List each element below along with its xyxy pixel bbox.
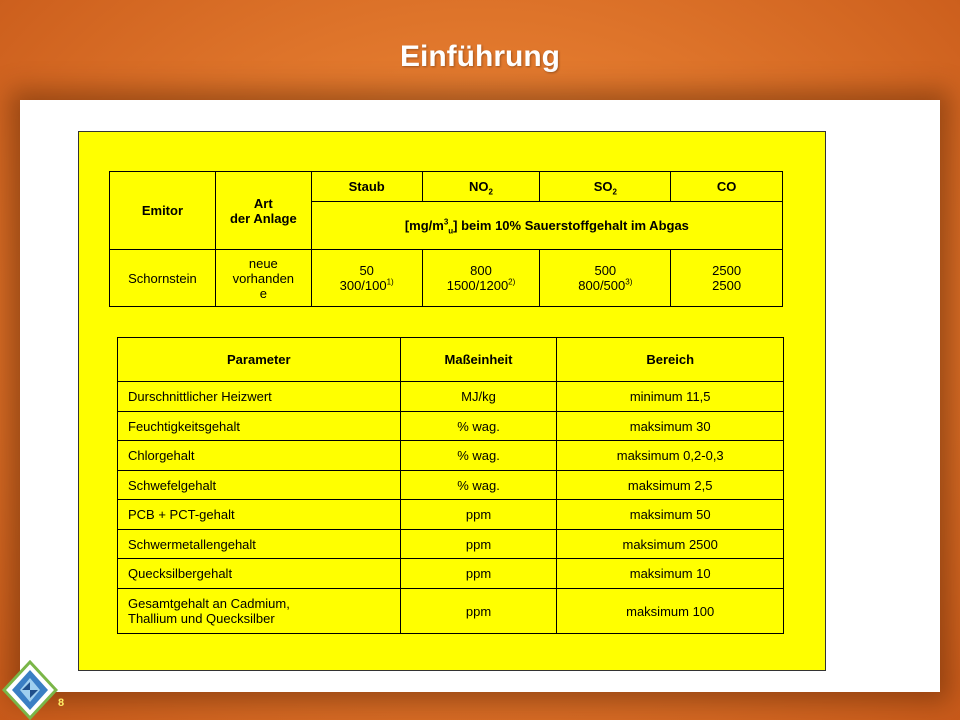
so2-footnote: 3) bbox=[625, 277, 633, 287]
parameter-cell: Quecksilbergehalt bbox=[118, 559, 401, 589]
range-cell: maksimum 10 bbox=[557, 559, 784, 589]
table-row bbox=[118, 500, 784, 530]
header-masseinheit: Maßeinheit bbox=[400, 338, 557, 382]
table-row bbox=[118, 441, 784, 471]
staub-footnote: 1) bbox=[386, 277, 394, 287]
so2-subscript: 2 bbox=[612, 187, 617, 197]
parameter-cell: Durschnittlicher Heizwert bbox=[118, 382, 401, 412]
no2-footnote: 2) bbox=[508, 277, 516, 287]
header-emitor: Emitor bbox=[110, 172, 216, 250]
art-line2: vorhanden bbox=[232, 270, 295, 286]
header-so2 bbox=[540, 172, 671, 202]
cell-no2 bbox=[422, 250, 540, 307]
parameter-cell: Schwermetallengehalt bbox=[118, 530, 401, 559]
range-cell: maksimum 2,5 bbox=[557, 471, 784, 500]
unit-cell: ppm bbox=[400, 559, 557, 589]
parameter-table bbox=[117, 337, 784, 634]
cell-co bbox=[671, 250, 783, 307]
unit-cell: % wag. bbox=[400, 412, 557, 441]
header-staub: Staub bbox=[311, 172, 422, 202]
header-no2 bbox=[422, 172, 540, 202]
unit-cell: ppm bbox=[400, 589, 557, 634]
staub-line1: 50 bbox=[359, 263, 374, 278]
unit-cell: ppm bbox=[400, 500, 557, 530]
range-cell: maksimum 0,2-0,3 bbox=[557, 441, 784, 471]
parameter-line2: Thallium und Quecksilber bbox=[128, 611, 275, 626]
cell-art bbox=[215, 250, 311, 307]
table-row bbox=[118, 382, 784, 412]
so2-line1: 500 bbox=[594, 263, 617, 278]
range-cell: maksimum 50 bbox=[557, 500, 784, 530]
co-line1: 2500 bbox=[712, 263, 742, 278]
header-art-line2: der Anlage bbox=[229, 210, 297, 226]
no2-line1: 800 bbox=[470, 263, 492, 278]
no2-line2: 1500/1200 bbox=[446, 278, 509, 293]
parameter-cell: Chlorgehalt bbox=[118, 441, 401, 471]
parameter-line1: Gesamtgehalt an Cadmium, bbox=[128, 596, 290, 611]
cell-staub bbox=[311, 250, 422, 307]
slide-title: Einführung bbox=[400, 40, 560, 73]
so2-line2: 800/500 bbox=[578, 278, 626, 293]
header-unit bbox=[311, 202, 782, 250]
co-line2: 2500 bbox=[712, 278, 742, 293]
table-row bbox=[118, 589, 784, 634]
header-art bbox=[215, 172, 311, 250]
unit-cell: % wag. bbox=[400, 441, 557, 471]
art-line3: e bbox=[259, 285, 267, 301]
table-row bbox=[118, 530, 784, 559]
unit-cell: % wag. bbox=[400, 471, 557, 500]
table-row bbox=[118, 559, 784, 589]
cell-so2 bbox=[540, 250, 671, 307]
art-line1: neue bbox=[248, 255, 278, 271]
table-row bbox=[118, 412, 784, 441]
unit-cell: ppm bbox=[400, 530, 557, 559]
header-bereich: Bereich bbox=[557, 338, 784, 382]
so2-label: SO bbox=[593, 179, 613, 194]
header-art-line1: Art bbox=[253, 195, 273, 211]
parameter-cell bbox=[118, 589, 401, 634]
header-co: CO bbox=[671, 172, 783, 202]
header-parameter: Parameter bbox=[118, 338, 401, 382]
page-number: 8 bbox=[58, 697, 65, 709]
unit-superscript: 3 bbox=[443, 217, 449, 227]
range-cell: minimum 11,5 bbox=[557, 382, 784, 412]
unit-subscript: u bbox=[448, 226, 454, 236]
range-cell: maksimum 100 bbox=[557, 589, 784, 634]
unit-suffix: ] beim 10% Sauerstoffgehalt im Abgas bbox=[453, 218, 689, 233]
diamond-logo-icon bbox=[0, 660, 58, 720]
table-row bbox=[118, 471, 784, 500]
unit-cell: MJ/kg bbox=[400, 382, 557, 412]
unit-prefix: [mg/m bbox=[404, 218, 444, 233]
parameter-cell: Schwefelgehalt bbox=[118, 471, 401, 500]
staub-line2: 300/100 bbox=[339, 278, 387, 293]
parameter-cell: PCB + PCT-gehalt bbox=[118, 500, 401, 530]
range-cell: maksimum 2500 bbox=[557, 530, 784, 559]
emission-limits-table bbox=[109, 171, 783, 307]
range-cell: maksimum 30 bbox=[557, 412, 784, 441]
no2-label: NO bbox=[469, 179, 489, 194]
no2-subscript: 2 bbox=[488, 187, 493, 197]
parameter-cell: Feuchtigkeitsgehalt bbox=[118, 412, 401, 441]
cell-emitor: Schornstein bbox=[110, 250, 216, 307]
